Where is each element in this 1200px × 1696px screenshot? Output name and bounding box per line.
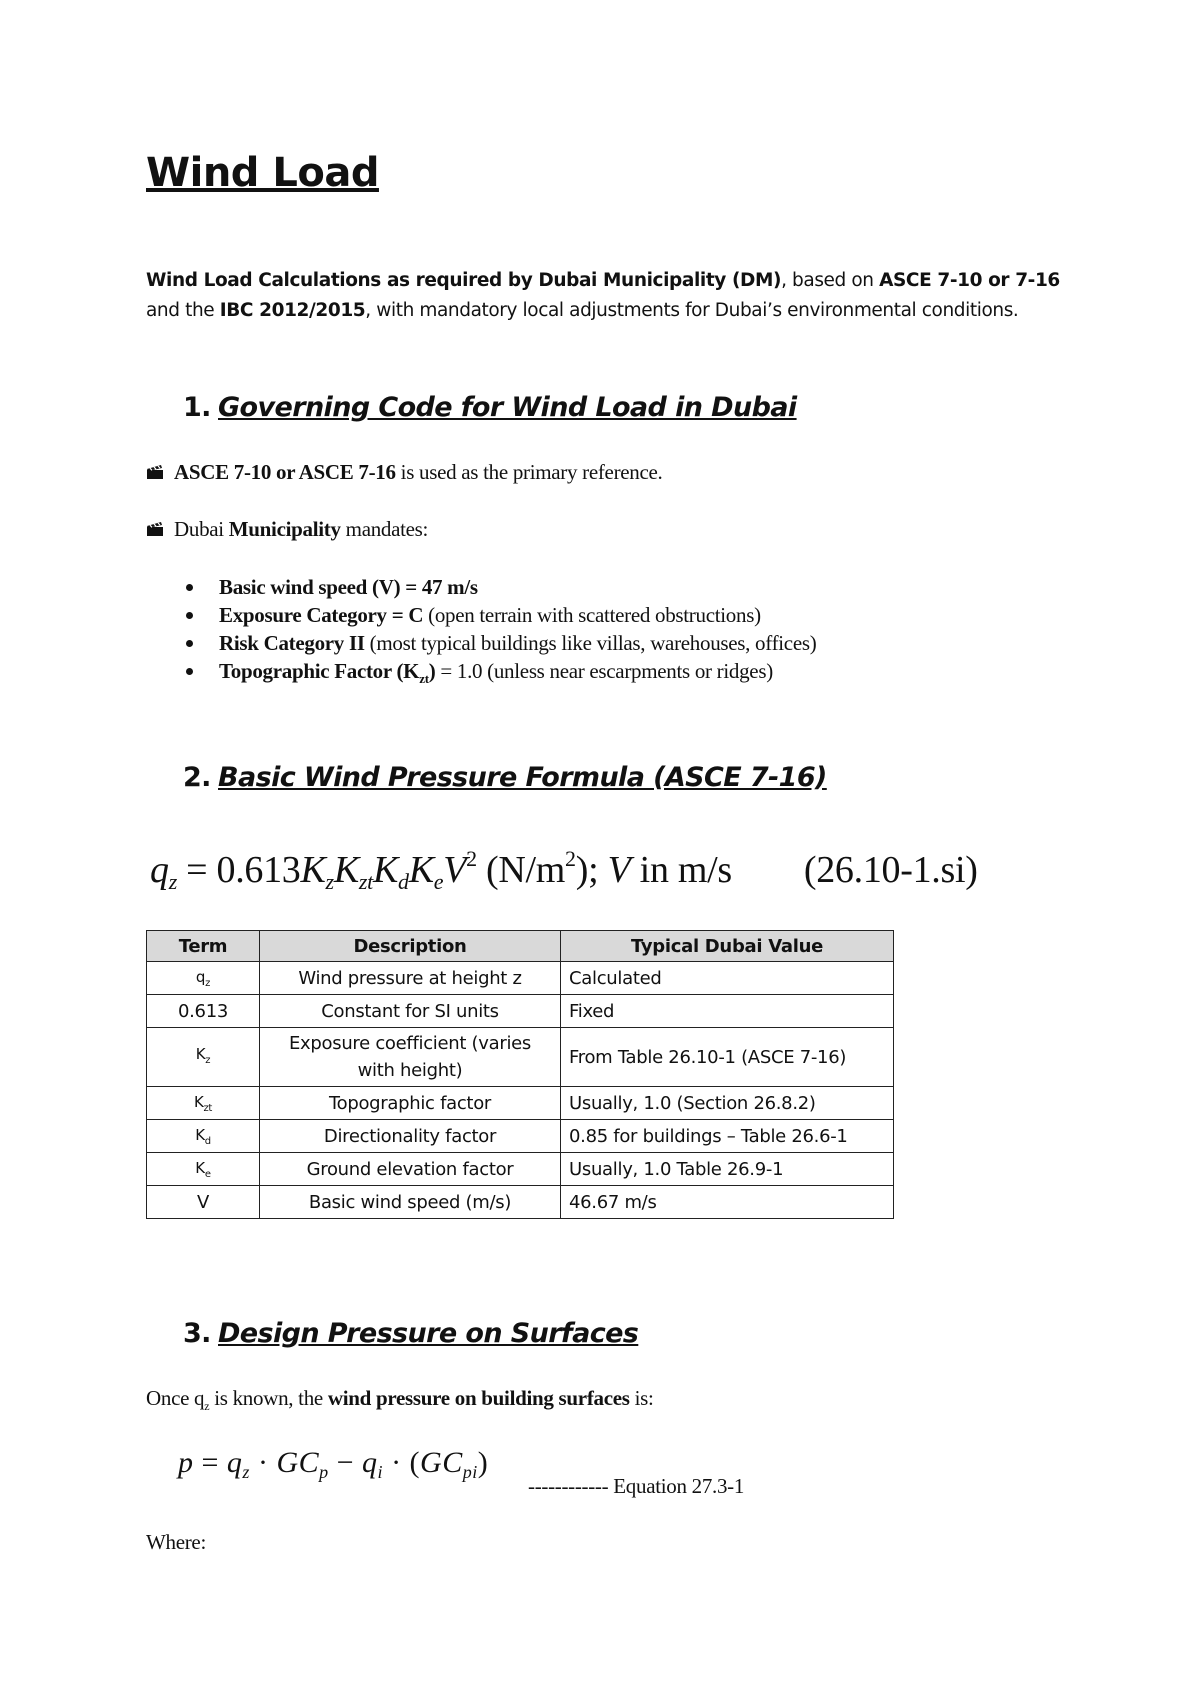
table-row (147, 962, 894, 995)
term-cell: 0.613 (147, 995, 260, 1028)
value-cell: Usually, 1.0 (Section 26.8.2) (561, 1087, 894, 1120)
intro-text: , based on (781, 270, 880, 291)
value-cell: Usually, 1.0 Table 26.9-1 (561, 1153, 894, 1186)
value-cell: From Table 26.10-1 (ASCE 7-16) (561, 1028, 894, 1087)
once-bold: wind pressure on building surfaces (327, 1386, 630, 1410)
section-2-heading (183, 762, 827, 793)
list-item-bold: Risk Category II (219, 631, 365, 655)
description-cell: Basic wind speed (m/s) (260, 1186, 561, 1219)
term-cell: $q_z$ (147, 962, 260, 995)
wind-pressure-equation: $q_z = 0.613K_zK_{zt}K_dK_eV^2$ $(N/m^2)$; V in m/s (26.10-1.si) (150, 846, 978, 894)
bullet-icon (186, 612, 193, 619)
bullet-icon (186, 668, 193, 675)
intro-text: , with mandatory local adjustments for Dubai’s environmental conditions. (365, 300, 1019, 321)
section-number: 1. (183, 392, 211, 423)
list-item-bold (219, 659, 436, 687)
equation-label: ------------ Equation 27.3-1 (528, 1474, 745, 1498)
value-cell: 0.85 for buildings – Table 26.6-1 (561, 1120, 894, 1153)
description-cell: Constant for SI units (260, 995, 561, 1028)
table-header-row (147, 931, 894, 962)
table-row (147, 995, 894, 1028)
list-item-bold-b: ) (428, 659, 436, 683)
mandates-rest: mandates: (340, 517, 429, 541)
intro-paragraph (146, 266, 1066, 326)
term-cell: $K_{zt}$ (147, 1087, 260, 1120)
list-item-sub: zt (419, 671, 429, 687)
section-title: Governing Code for Wind Load in Dubai (218, 392, 797, 423)
primary-reference-paragraph (146, 460, 662, 485)
list-item-text: (open terrain with scattered obstructions) (423, 603, 761, 627)
list-item (186, 629, 816, 657)
document-title: Wind Load (146, 150, 379, 196)
terms-table (146, 930, 894, 1219)
value-cell: Calculated (561, 962, 894, 995)
table-row (147, 1087, 894, 1120)
list-item (186, 601, 816, 629)
description-cell: Directionality factor (260, 1120, 561, 1153)
bullet-icon (186, 584, 193, 591)
intro-bold-asce: ASCE 7-10 or 7-16 (879, 270, 1060, 291)
list-item-bold-a: Topographic Factor (K (219, 659, 420, 683)
column-header-description: Description (260, 931, 561, 962)
value-cell: 46.67 m/s (561, 1186, 894, 1219)
once-sub: z (204, 1399, 210, 1414)
clapperboard-icon (146, 464, 164, 480)
section-1-heading (183, 392, 797, 423)
mandates-list (186, 573, 816, 685)
mandates-bold: Municipality (228, 517, 341, 541)
list-item-text: = 1.0 (unless near escarpments or ridges) (435, 659, 773, 683)
section-title: Design Pressure on Surfaces (218, 1318, 639, 1349)
description-cell: Ground elevation factor (260, 1153, 561, 1186)
list-item-text: (most typical buildings like villas, warehouses, offices) (364, 631, 817, 655)
primary-rest: is used as the primary reference. (395, 460, 663, 484)
design-pressure-paragraph (146, 1386, 654, 1414)
once-mid: is known, the (209, 1386, 328, 1410)
bullet-icon (186, 640, 193, 647)
term-cell: $K_z$ (147, 1028, 260, 1087)
section-number: 3. (183, 1318, 211, 1349)
value-cell: Fixed (561, 995, 894, 1028)
table-row (147, 1120, 894, 1153)
term-cell: $K_e$ (147, 1153, 260, 1186)
mandates-pre: Dubai (174, 517, 229, 541)
design-pressure-equation: $p = q_z \cdot GC_p - q_i \cdot (GC_{pi})$ (178, 1446, 489, 1482)
equation-reference: (26.10-1.si) (803, 849, 978, 891)
column-header-term: Term (147, 931, 260, 962)
table-row (147, 1028, 894, 1087)
column-header-value: Typical Dubai Value (561, 931, 894, 962)
list-item (186, 573, 816, 601)
list-item-bold: Exposure Category = C (219, 603, 424, 627)
intro-bold-ibc: IBC 2012/2015 (219, 300, 366, 321)
section-number: 2. (183, 762, 211, 793)
list-item-bold: Basic wind speed (V) = 47 m/s (219, 575, 478, 599)
table-row (147, 1186, 894, 1219)
table-row (147, 1153, 894, 1186)
once-pre: Once q (146, 1386, 205, 1410)
description-cell: Topographic factor (260, 1087, 561, 1120)
description-cell: Exposure coefficient (varies with height) (260, 1028, 561, 1087)
list-item (186, 657, 816, 685)
mandates-paragraph (146, 517, 428, 542)
term-cell: $K_d$ (147, 1120, 260, 1153)
description-cell: Wind pressure at height z (260, 962, 561, 995)
primary-bold: ASCE 7-10 or ASCE 7-16 (174, 460, 396, 484)
where-label: Where: (146, 1530, 206, 1554)
once-rest: is: (629, 1386, 654, 1410)
section-title: Basic Wind Pressure Formula (ASCE 7-16) (218, 762, 827, 793)
clapperboard-icon (146, 521, 164, 537)
section-3-heading (183, 1318, 638, 1349)
term-cell: V (147, 1186, 260, 1219)
intro-bold-dm: Wind Load Calculations as required by Dubai Municipality (DM) (146, 270, 782, 291)
intro-text: and the (146, 300, 220, 321)
